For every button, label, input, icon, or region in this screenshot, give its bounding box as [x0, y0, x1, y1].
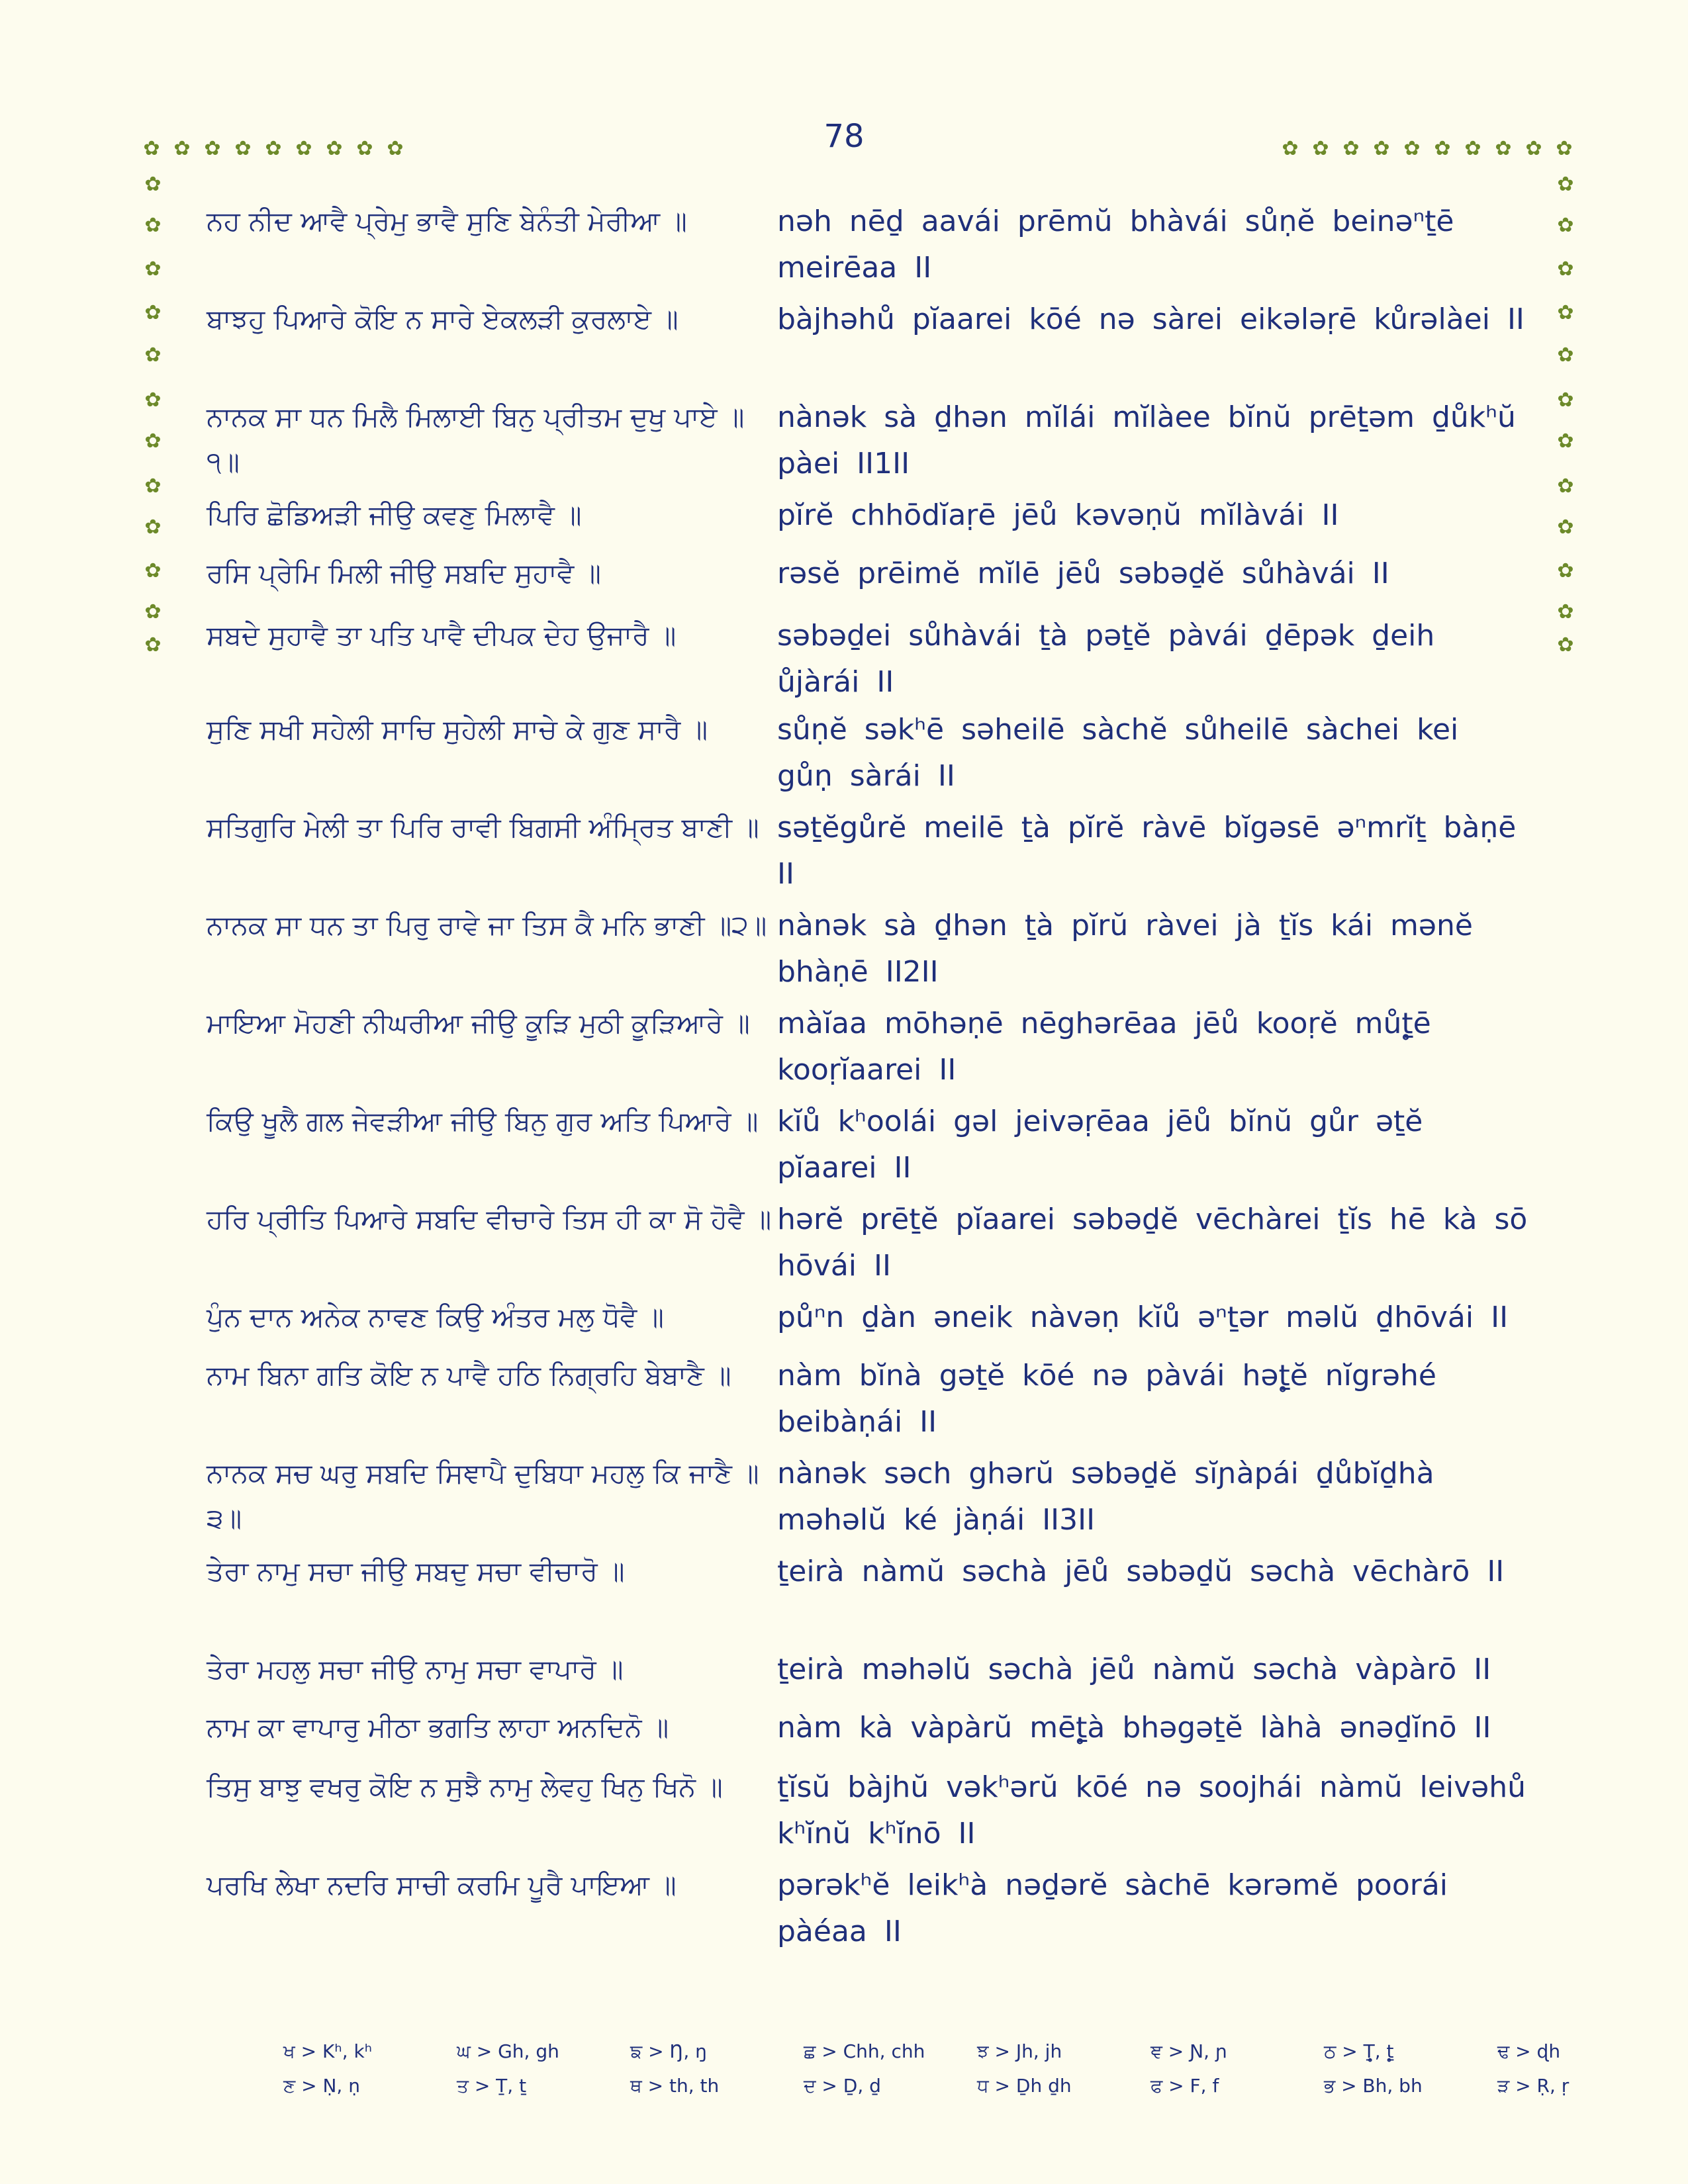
verse-row — [207, 394, 1528, 487]
legend-item: ਧ > Ḏh ḏh — [977, 2075, 1072, 2097]
transliteration-text: bàjhəhů pĭaarei kōé nə sàrei eikələṛē kůrəlàei II — [777, 302, 1524, 336]
gurmukhi-text: ਤਿਸੁ ਬਾਝੁ ਵਖਰੁ ਕੋਇ ਨ ਸੁਝੈ ਨਾਮੁ ਲੇਵਹੁ ਖਿਨੁ ਖਿਨੋ ॥ — [207, 1771, 723, 1803]
legend-item: ਛ > Chh, chh — [804, 2040, 925, 2062]
transliteration-text: nàm bĭnà gəṯĕ kōé nə pàvái həṯ̥ĕ nĭgrəhé beibàṇái II — [777, 1359, 1436, 1439]
transliteration-text: nànək səch ghərŭ səbəḏĕ sĭɲàpái ḏůbĭḏhà məhəlŭ ké jàṇái II3II — [777, 1457, 1434, 1537]
flower-ornament-icon: ✿ — [295, 137, 312, 160]
flower-ornament-icon: ✿ — [1557, 343, 1574, 367]
legend-item: ਠ > Ṯ̥, ṯ̥ — [1324, 2040, 1394, 2062]
gurmukhi-text: ਨਹ ਨੀਦ ਆਵੈ ਪ੍ਰੇਮੁ ਭਾਵੈ ਸੁਣਿ ਬੇਨੰਤੀ ਮੇਰੀਆ ॥ — [207, 205, 687, 237]
gurmukhi-text: ਨਾਮ ਬਿਨਾ ਗਤਿ ਕੋਇ ਨ ਪਾਵੈ ਹਠਿ ਨਿਗ੍ਰਹਿ ਬੇਬਾਣੈ ॥ — [207, 1359, 731, 1391]
legend-item: ਖ > Kʰ, kʰ — [283, 2040, 373, 2062]
transliteration-text: hərĕ prēṯĕ pĭaarei səbəḏĕ vēchàrei ṯĭs hē kà sō hōvái II — [777, 1203, 1528, 1283]
flower-ornament-icon: ✿ — [144, 388, 162, 412]
transliteration-text: rəsĕ prēimĕ mĭlē jēů səbəḏĕ sůhàvái II — [777, 557, 1389, 590]
flower-ornament-icon: ✿ — [144, 257, 162, 281]
verse-row — [207, 1295, 1528, 1341]
verse-row — [207, 1705, 1528, 1751]
legend-item: ਤ > Ṯ, ṯ — [457, 2075, 527, 2097]
verse-row — [207, 296, 1528, 343]
verse-row — [207, 707, 1528, 799]
gurmukhi-text: ਨਾਨਕ ਸਚ ਘਰੁ ਸਬਦਿ ਸਿਞਾਪੈ ਦੁਬਿਧਾ ਮਹਲੁ ਕਿ ਜਾਣੈ ॥੩॥ — [207, 1457, 759, 1534]
verse-row — [207, 551, 1528, 597]
gurmukhi-text: ਪਿਰਿ ਛੋਡਿਅੜੀ ਜੀਉ ਕਵਣੁ ਮਿਲਾਵੈ ॥ — [207, 499, 582, 531]
verse-row — [207, 613, 1528, 705]
flower-ornament-icon: ✿ — [144, 343, 162, 367]
transliteration-text: səbəḏei sůhàvái ṯà pəṯĕ pàvái ḏēpək ḏeih ůjàrái II — [777, 619, 1435, 699]
transliteration-legend — [283, 2034, 1570, 2103]
flower-ornament-icon: ✿ — [1342, 137, 1360, 160]
gurmukhi-text: ਨਾਮ ਕਾ ਵਾਪਾਰੁ ਮੀਠਾ ਭਗਤਿ ਲਾਹਾ ਅਨਦਿਨੋ ॥ — [207, 1711, 669, 1743]
verse-row — [207, 1197, 1528, 1289]
flower-ornament-icon: ✿ — [1282, 137, 1299, 160]
transliteration-text: sůṇĕ səkʰē səheilē sàchĕ sůheilē sàchei kei gůṇ sàrái II — [777, 713, 1459, 793]
transliteration-text: səṯĕgůrĕ meilē ṯà pĭrĕ ràvē bĭgəsē əⁿmrĭṯ bàṇē II — [777, 811, 1517, 891]
gurmukhi-text: ਬਾਝਹੁ ਪਿਆਰੇ ਕੋਇ ਨ ਸਾਰੇ ਏਕਲੜੀ ਕੁਰਲਾਏ ॥ — [207, 303, 679, 335]
flower-ornament-icon: ✿ — [1557, 633, 1574, 657]
legend-item: ਥ > th, th — [630, 2075, 720, 2097]
flower-ornament-icon: ✿ — [1557, 388, 1574, 412]
gurmukhi-text: ਨਾਨਕ ਸਾ ਧਨ ਤਾ ਪਿਰੁ ਰਾਵੇ ਜਾ ਤਿਸ ਕੈ ਮਨਿ ਭਾਣੀ ॥੨॥ — [207, 909, 767, 941]
gurmukhi-text: ਨਾਨਕ ਸਾ ਧਨ ਮਿਲੈ ਮਿਲਾਈ ਬਿਨੁ ਪ੍ਰੀਤਮ ਦੁਖੁ ਪਾਏ ॥੧॥ — [207, 401, 745, 478]
flower-ornament-icon: ✿ — [387, 137, 404, 160]
flower-ornament-icon: ✿ — [1557, 600, 1574, 623]
legend-item: ਭ > Bh, bh — [1324, 2075, 1423, 2097]
gurmukhi-text: ਸੁਣਿ ਸਖੀ ਸਹੇਲੀ ਸਾਚਿ ਸੁਹੇਲੀ ਸਾਚੇ ਕੇ ਗੁਣ ਸਾਰੈ ॥ — [207, 713, 708, 745]
flower-ornament-icon: ✿ — [326, 137, 343, 160]
transliteration-text: pĭrĕ chhōdĭaṛē jēů kəvəṇŭ mĭlàvái II — [777, 498, 1339, 532]
gurmukhi-text: ਮਾਇਆ ਮੋਹਣੀ ਨੀਘਰੀਆ ਜੀਉ ਕੂੜਿ ਮੁਠੀ ਕੂੜਿਆਰੇ ॥ — [207, 1007, 750, 1039]
legend-item: ਙ > Ŋ, ŋ — [630, 2040, 707, 2062]
transliteration-text: ṯĭsŭ bàjhŭ vəkʰərŭ kōé nə soojhái nàmŭ leivəhů kʰĭnŭ kʰĭnō II — [777, 1770, 1526, 1850]
flower-ornament-icon: ✿ — [1557, 559, 1574, 582]
flower-ornament-icon: ✿ — [144, 214, 162, 237]
verse-row — [207, 805, 1528, 897]
flower-ornament-icon: ✿ — [144, 516, 162, 539]
flower-ornament-icon: ✿ — [144, 301, 162, 324]
legend-item: ਞ > Ɲ, ɲ — [1150, 2040, 1227, 2062]
verse-row — [207, 1647, 1528, 1693]
flower-ornament-icon: ✿ — [1434, 137, 1451, 160]
flower-ornament-icon: ✿ — [144, 173, 162, 196]
legend-item: ਘ > Gh, gh — [457, 2040, 559, 2062]
flower-ornament-icon: ✿ — [144, 430, 162, 453]
transliteration-text: ṯeirà nàmŭ səchà jēů səbəḏŭ səchà vēchàrō II — [777, 1555, 1505, 1588]
legend-item: ਝ > Jh, jh — [977, 2040, 1062, 2062]
flower-ornament-icon: ✿ — [1557, 301, 1574, 324]
verse-row — [207, 199, 1528, 291]
flower-ornament-icon: ✿ — [1556, 137, 1573, 160]
transliteration-text: màĭaa mōhəṇē nēghərēaa jēů kooṛĕ můṯ̥ē kooṛĭaarei II — [777, 1007, 1431, 1087]
gurmukhi-text: ਕਿਉ ਖੂਲੈ ਗਲ ਜੇਵੜੀਆ ਜੀਉ ਬਿਨੁ ਗੁਰ ਅਤਿ ਪਿਆਰੇ ॥ — [207, 1105, 759, 1137]
flower-ornament-icon: ✿ — [265, 137, 282, 160]
legend-item: ਫ > F, f — [1150, 2075, 1219, 2097]
page-number: 78 — [823, 118, 865, 155]
gurmukhi-text: ਰਸਿ ਪ੍ਰੇਮਿ ਮਿਲੀ ਜੀਉ ਸਬਦਿ ਸੁਹਾਵੈ ॥ — [207, 557, 601, 589]
gurmukhi-text: ਸਤਿਗੁਰਿ ਮੇਲੀ ਤਾ ਪਿਰਿ ਰਾਵੀ ਬਿਗਸੀ ਅੰਮ੍ਰਿਤ ਬਾਣੀ ॥ — [207, 811, 759, 843]
flower-ornament-icon: ✿ — [1557, 257, 1574, 281]
transliteration-text: půⁿn ḏàn əneik nàvəṇ kĭů əⁿṯər məlŭ ḏhōvái II — [777, 1300, 1509, 1334]
gurmukhi-text: ਤੇਰਾ ਮਹਲੁ ਸਚਾ ਜੀਉ ਨਾਮੁ ਸਚਾ ਵਾਪਾਰੋ ॥ — [207, 1653, 624, 1685]
gurmukhi-text: ਤੇਰਾ ਨਾਮੁ ਸਚਾ ਜੀਉ ਸਬਦੁ ਸਚਾ ਵੀਚਾਰੋ ॥ — [207, 1555, 625, 1587]
legend-item: ਢ > ɖh — [1497, 2040, 1561, 2062]
flower-ornament-icon: ✿ — [1495, 137, 1512, 160]
verse-row — [207, 1001, 1528, 1093]
flower-ornament-icon: ✿ — [143, 137, 160, 160]
gurmukhi-text: ਪੁੰਨ ਦਾਨ ਅਨੇਕ ਨਾਵਣ ਕਿਉ ਅੰਤਰ ਮਲੁ ਧੋਵੈ ॥ — [207, 1301, 664, 1333]
flower-ornament-icon: ✿ — [234, 137, 252, 160]
verse-row — [207, 1451, 1528, 1543]
transliteration-text: pərəkʰĕ leikʰà nəḏərĕ sàchē kərəmĕ poorái pàéaa II — [777, 1868, 1448, 1948]
legend-item: ਣ > Ṇ, ṇ — [283, 2075, 360, 2097]
gurmukhi-text: ਸਬਦੇ ਸੁਹਾਵੈ ਤਾ ਪਤਿ ਪਾਵੈ ਦੀਪਕ ਦੇਹ ਉਜਾਰੈ ॥ — [207, 619, 677, 651]
flower-ornament-icon: ✿ — [1403, 137, 1421, 160]
flower-ornament-icon: ✿ — [1557, 516, 1574, 539]
transliteration-text: nànək sà ḏhən mĭlái mĭlàee bĭnŭ prēṯəm ḏůkʰŭ pàei II1II — [777, 400, 1516, 480]
verse-row — [207, 1549, 1528, 1595]
flower-ornament-icon: ✿ — [173, 137, 191, 160]
flower-ornament-icon: ✿ — [204, 137, 221, 160]
flower-ornament-icon: ✿ — [1373, 137, 1390, 160]
flower-ornament-icon: ✿ — [144, 633, 162, 657]
flower-ornament-icon: ✿ — [356, 137, 373, 160]
gurmukhi-text: ਹਰਿ ਪ੍ਰੀਤਿ ਪਿਆਰੇ ਸਬਦਿ ਵੀਚਾਰੇ ਤਿਸ ਹੀ ਕਾ ਸੋ ਹੋਵੈ ॥ — [207, 1203, 772, 1235]
flower-ornament-icon: ✿ — [144, 600, 162, 623]
legend-item: ਦ > Ḏ, ḏ — [804, 2075, 881, 2097]
verse-row — [207, 1862, 1528, 1955]
flower-ornament-icon: ✿ — [1557, 430, 1574, 453]
verse-row — [207, 492, 1528, 539]
flower-ornament-icon: ✿ — [144, 475, 162, 498]
transliteration-text: ṯeirà məhəlŭ səchà jēů nàmŭ səchà vàpàrō II — [777, 1653, 1491, 1686]
legend-item: ੜ > Ṛ, ṛ — [1497, 2075, 1570, 2097]
legend-row — [283, 2034, 1561, 2069]
gurmukhi-text: ਪਰਖਿ ਲੇਖਾ ਨਦਰਿ ਸਾਚੀ ਕਰਮਿ ਪੂਰੈ ਪਾਇਆ ॥ — [207, 1869, 677, 1901]
verse-row — [207, 1764, 1528, 1857]
transliteration-text: kĭů kʰoolái gəl jeivəṛēaa jēů bĭnŭ gůr əṯĕ pĭaarei II — [777, 1105, 1423, 1185]
transliteration-text: nàm kà vàpàrŭ mēṯ̥à bhəgəṯĕ làhà ənəḏĭnō II — [777, 1711, 1491, 1745]
flower-ornament-icon: ✿ — [144, 559, 162, 582]
flower-ornament-icon: ✿ — [1557, 214, 1574, 237]
transliteration-text: nəh nēḏ aavái prēmŭ bhàvái sůṇĕ beinəⁿṯē meirēaa II — [777, 205, 1454, 285]
legend-row — [283, 2069, 1570, 2103]
flower-ornament-icon: ✿ — [1525, 137, 1542, 160]
flower-ornament-icon: ✿ — [1557, 475, 1574, 498]
flower-ornament-icon: ✿ — [1312, 137, 1329, 160]
verse-row — [207, 1099, 1528, 1191]
flower-ornament-icon: ✿ — [1464, 137, 1481, 160]
flower-ornament-icon: ✿ — [1557, 173, 1574, 196]
verse-row — [207, 903, 1528, 995]
transliteration-text: nànək sà ḏhən ṯà pĭrŭ ràvei jà ṯĭs kái mənĕ bhàṇē II2II — [777, 909, 1473, 989]
verse-row — [207, 1353, 1528, 1445]
